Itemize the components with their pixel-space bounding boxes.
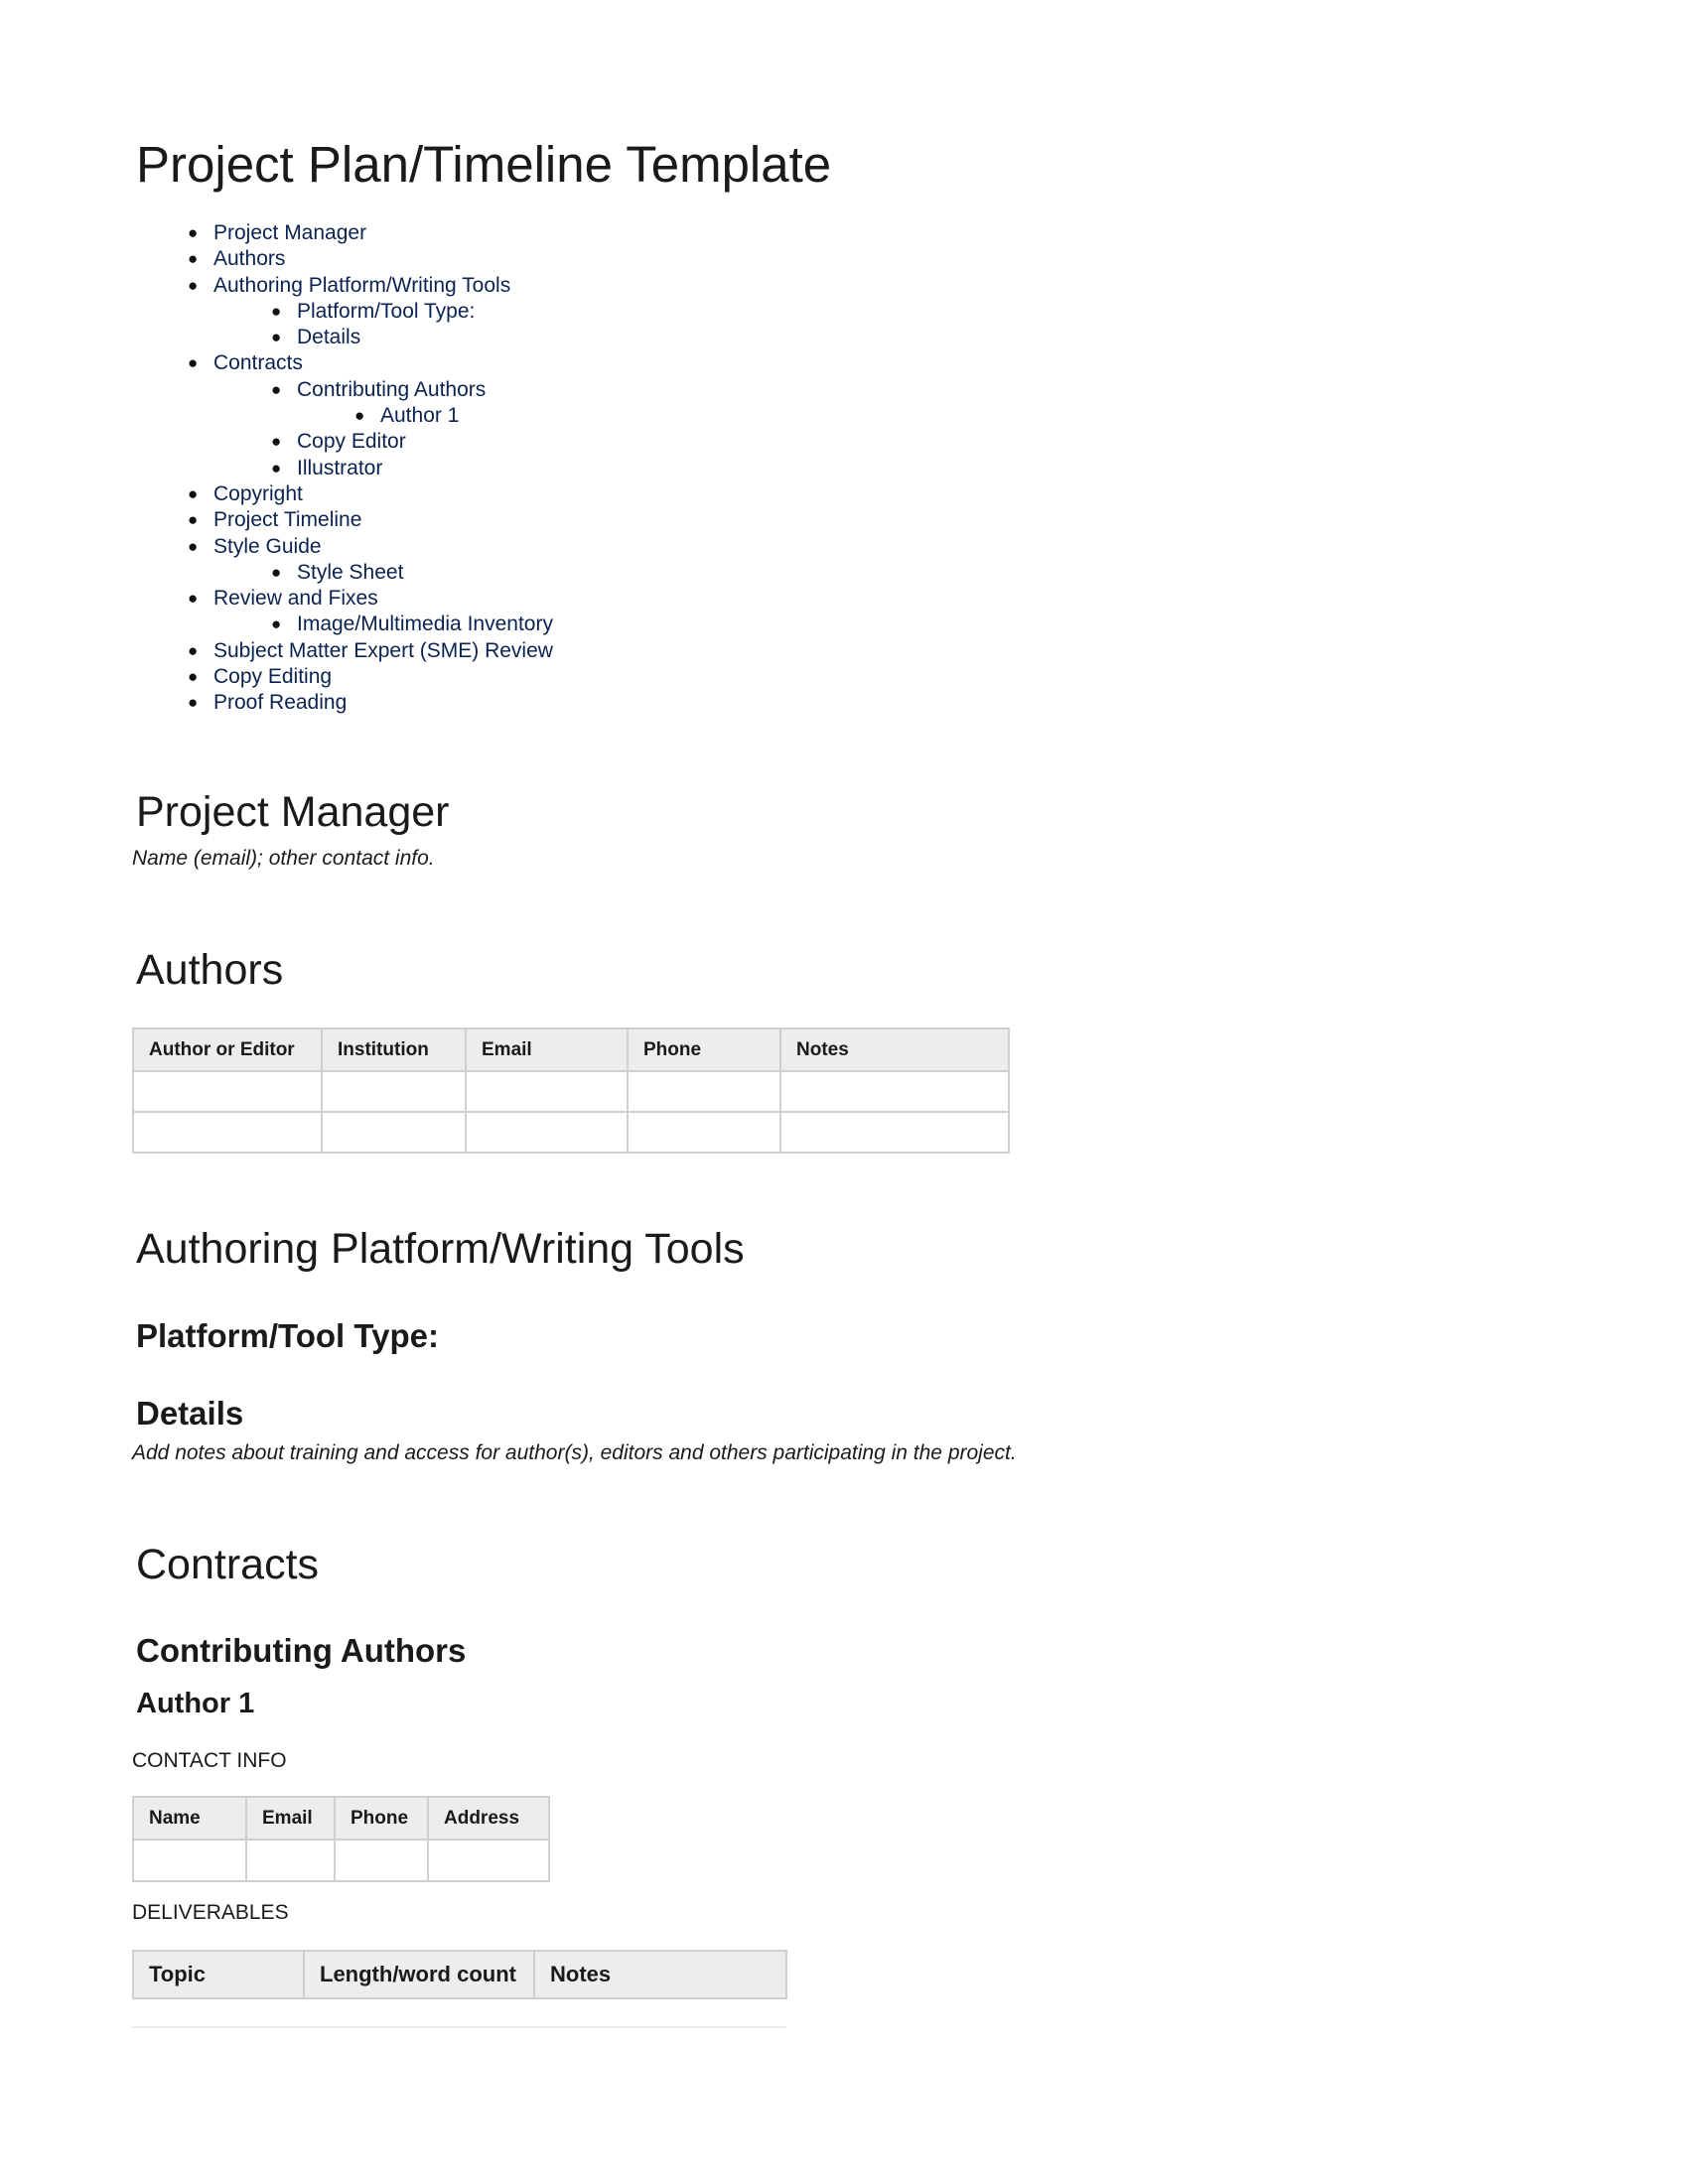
table-cell[interactable]: [780, 1071, 1009, 1112]
toc-sublist: [213, 299, 553, 351]
toc-item-authoring-platform-writing-tools: [188, 273, 553, 351]
toc-item-review-and-fixes: [188, 586, 553, 638]
bullet-icon: ●: [188, 249, 199, 269]
bullet-icon: ●: [354, 406, 365, 426]
toc-link-illustrator[interactable]: Illustrator: [297, 456, 383, 479]
toc-link-copyright[interactable]: Copyright: [213, 481, 303, 505]
toc-link-details[interactable]: Details: [297, 326, 361, 349]
column-header-name: Name: [133, 1797, 246, 1840]
bullet-icon: ●: [188, 510, 199, 530]
heading-authors: Authors: [136, 946, 284, 994]
project-manager-note: Name (email); other contact info.: [132, 847, 435, 870]
column-header-phone: Phone: [335, 1797, 428, 1840]
column-header-email: Email: [466, 1028, 628, 1071]
toc-link-authoring-platform-writing-tools[interactable]: Authoring Platform/Writing Tools: [213, 273, 511, 297]
bullet-icon: ●: [271, 614, 282, 634]
toc-link-style-sheet[interactable]: Style Sheet: [297, 560, 404, 584]
page-divider: [132, 2026, 785, 2028]
heading-authoring-tools: Authoring Platform/Writing Tools: [136, 1225, 745, 1273]
table-row: [133, 1840, 549, 1881]
deliverables-label: DELIVERABLES: [132, 1901, 289, 1924]
bullet-icon: ●: [188, 536, 199, 556]
column-header-length-word-count: Length/word count: [304, 1951, 534, 1998]
bullet-icon: ●: [271, 328, 282, 347]
contact-info-table: [132, 1796, 550, 1882]
bullet-icon: ●: [271, 301, 282, 321]
toc-item-contracts: [188, 350, 553, 480]
toc-link-proof-reading[interactable]: Proof Reading: [213, 691, 348, 715]
toc-link-copy-editing[interactable]: Copy Editing: [213, 665, 333, 689]
toc-sublist: [213, 612, 553, 637]
column-header-notes: Notes: [780, 1028, 1009, 1071]
bullet-icon: ●: [271, 458, 282, 478]
toc-item-illustrator: [271, 456, 553, 481]
table-of-contents: [188, 220, 553, 717]
table-cell[interactable]: [428, 1840, 549, 1881]
toc-item-details: [271, 325, 553, 350]
table-row: [133, 1112, 1009, 1153]
table-cell[interactable]: [628, 1112, 780, 1153]
table-cell[interactable]: [466, 1071, 628, 1112]
toc-link-project-timeline[interactable]: Project Timeline: [213, 508, 362, 532]
column-header-phone: Phone: [628, 1028, 780, 1071]
bullet-icon: ●: [188, 275, 199, 295]
toc-link-image-multimedia-inventory[interactable]: Image/Multimedia Inventory: [297, 613, 553, 636]
toc-item-copy-editing: [188, 664, 553, 690]
column-header-notes: Notes: [534, 1951, 786, 1998]
heading-author-1: Author 1: [136, 1688, 255, 1719]
bullet-icon: ●: [188, 589, 199, 609]
bullet-icon: ●: [271, 562, 282, 582]
toc-link-contracts[interactable]: Contracts: [213, 351, 303, 375]
bullet-icon: ●: [271, 379, 282, 399]
table-cell[interactable]: [780, 1112, 1009, 1153]
bullet-icon: ●: [188, 223, 199, 242]
toc-link-review-and-fixes[interactable]: Review and Fixes: [213, 587, 378, 611]
page-title: Project Plan/Timeline Template: [136, 136, 832, 193]
deliverables-header-row: [133, 1951, 786, 1998]
heading-platform-tool-type: Platform/Tool Type:: [136, 1317, 439, 1354]
toc-item-copy-editor: [271, 429, 553, 455]
column-header-address: Address: [428, 1797, 549, 1840]
toc-link-contributing-authors[interactable]: Contributing Authors: [297, 377, 487, 401]
table-cell[interactable]: [133, 1840, 246, 1881]
toc-item-proof-reading: [188, 690, 553, 716]
toc-link-author-1[interactable]: Author 1: [380, 404, 460, 428]
toc-item-image-multimedia-inventory: [271, 612, 553, 637]
table-cell[interactable]: [133, 1112, 322, 1153]
toc-item-subject-matter-expert-sme-review: [188, 638, 553, 664]
toc-item-project-manager: [188, 220, 553, 246]
bullet-icon: ●: [188, 353, 199, 373]
bullet-icon: ●: [188, 667, 199, 687]
table-cell[interactable]: [466, 1112, 628, 1153]
contact-info-label: CONTACT INFO: [132, 1749, 287, 1772]
details-note: Add notes about training and access for author(s), editors and others participating in the project.: [132, 1441, 1017, 1464]
column-header-topic: Topic: [133, 1951, 304, 1998]
column-header-institution: Institution: [322, 1028, 466, 1071]
toc-sublist: [297, 403, 553, 429]
table-cell[interactable]: [335, 1840, 428, 1881]
column-header-email: Email: [246, 1797, 335, 1840]
table-cell[interactable]: [628, 1071, 780, 1112]
deliverables-table: [132, 1950, 787, 1999]
toc-sublist: [213, 377, 553, 481]
table-row: [133, 1071, 1009, 1112]
toc-item-contributing-authors: [271, 377, 553, 430]
heading-details: Details: [136, 1395, 244, 1432]
toc-link-style-guide[interactable]: Style Guide: [213, 534, 322, 558]
toc-item-copyright: [188, 481, 553, 507]
toc-link-subject-matter-expert-sme-review[interactable]: Subject Matter Expert (SME) Review: [213, 638, 553, 662]
toc-link-project-manager[interactable]: Project Manager: [213, 221, 367, 244]
toc-link-copy-editor[interactable]: Copy Editor: [297, 430, 406, 454]
bullet-icon: ●: [271, 432, 282, 452]
toc-sublist: [213, 560, 553, 586]
bullet-icon: ●: [188, 693, 199, 713]
table-cell[interactable]: [246, 1840, 335, 1881]
bullet-icon: ●: [188, 483, 199, 503]
toc-item-platform-tool-type: [271, 299, 553, 325]
toc-item-style-sheet: [271, 560, 553, 586]
contact-header-row: [133, 1797, 549, 1840]
table-cell[interactable]: [133, 1071, 322, 1112]
toc-item-authors: [188, 246, 553, 272]
table-cell[interactable]: [322, 1071, 466, 1112]
column-header-author-or-editor: Author or Editor: [133, 1028, 322, 1071]
toc-item-project-timeline: [188, 507, 553, 533]
toc-link-authors[interactable]: Authors: [213, 247, 286, 271]
table-cell[interactable]: [322, 1112, 466, 1153]
heading-project-manager: Project Manager: [136, 788, 450, 836]
toc-item-author-1: [354, 403, 553, 429]
authors-table: [132, 1027, 1010, 1154]
heading-contributing-authors: Contributing Authors: [136, 1632, 467, 1669]
heading-contracts: Contracts: [136, 1541, 320, 1588]
authors-header-row: [133, 1028, 1009, 1071]
bullet-icon: ●: [188, 640, 199, 660]
toc-link-platform-tool-type[interactable]: Platform/Tool Type:: [297, 299, 476, 323]
toc-item-style-guide: [188, 534, 553, 587]
